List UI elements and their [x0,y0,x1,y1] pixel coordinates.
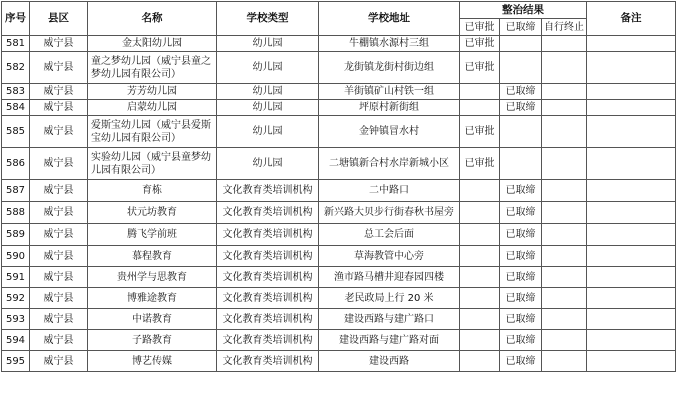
cell-remark [587,288,676,309]
cell-seq: 593 [2,309,30,330]
cell-address: 牛棚镇水源村三组 [319,36,460,52]
cell-county: 威宁县 [30,116,88,148]
header-result: 整治结果 [460,2,587,19]
table-row [2,224,676,246]
header-result-banned: 已取缔 [500,19,542,36]
cell-type: 文化教育类培训机构 [217,246,319,267]
cell-address: 老民政局上行 20 米 [319,288,460,309]
cell-self-terminated [542,116,587,148]
cell-address: 草海教管中心旁 [319,246,460,267]
cell-remark [587,180,676,202]
table-row [2,116,676,148]
cell-banned: 已取缔 [500,330,542,351]
cell-banned: 已取缔 [500,224,542,246]
header-school-type: 学校类型 [217,2,319,36]
cell-name: 金太阳幼儿园 [88,36,217,52]
cell-county: 威宁县 [30,351,88,372]
cell-name: 子路教育 [88,330,217,351]
cell-approved [460,330,500,351]
cell-seq: 592 [2,288,30,309]
cell-type: 文化教育类培训机构 [217,351,319,372]
header-county: 县区 [30,2,88,36]
cell-name: 博艺传媒 [88,351,217,372]
cell-type: 文化教育类培训机构 [217,267,319,288]
cell-address: 金钟镇冒水村 [319,116,460,148]
header-name: 名称 [88,2,217,36]
cell-self-terminated [542,100,587,116]
table-row [2,180,676,202]
cell-seq: 588 [2,202,30,224]
header-result-self-terminated: 自行终止 [542,19,587,36]
cell-name: 中诺教育 [88,309,217,330]
header-address: 学校地址 [319,2,460,36]
cell-name: 贵州学与思教育 [88,267,217,288]
table-row [2,52,676,84]
cell-remark [587,351,676,372]
cell-remark [587,148,676,180]
cell-county: 威宁县 [30,52,88,84]
cell-approved [460,180,500,202]
cell-banned: 已取缔 [500,351,542,372]
table-row [2,351,676,372]
cell-banned: 已取缔 [500,100,542,116]
table-row [2,246,676,267]
cell-approved: 已审批 [460,148,500,180]
cell-type: 文化教育类培训机构 [217,180,319,202]
header-seq: 序号 [2,2,30,36]
cell-remark [587,267,676,288]
cell-name: 启蒙幼儿园 [88,100,217,116]
table-row [2,148,676,180]
cell-county: 威宁县 [30,224,88,246]
cell-address: 二中路口 [319,180,460,202]
cell-type: 幼儿园 [217,148,319,180]
table-row [2,100,676,116]
cell-approved [460,288,500,309]
cell-remark [587,116,676,148]
cell-self-terminated [542,309,587,330]
cell-banned: 已取缔 [500,202,542,224]
governance-results-table [1,1,676,372]
cell-approved [460,267,500,288]
cell-name: 慕程教育 [88,246,217,267]
cell-name: 博雅途教育 [88,288,217,309]
cell-type: 幼儿园 [217,84,319,100]
cell-seq: 591 [2,267,30,288]
cell-type: 幼儿园 [217,100,319,116]
cell-self-terminated [542,267,587,288]
cell-self-terminated [542,36,587,52]
cell-approved [460,309,500,330]
cell-name: 育栋 [88,180,217,202]
cell-self-terminated [542,180,587,202]
cell-address: 龙街镇龙街村街边组 [319,52,460,84]
cell-seq: 586 [2,148,30,180]
cell-address: 渔市路马槽井迎春园四楼 [319,267,460,288]
cell-address: 建设西路 [319,351,460,372]
cell-approved: 已审批 [460,52,500,84]
cell-self-terminated [542,224,587,246]
cell-banned [500,116,542,148]
cell-type: 文化教育类培训机构 [217,309,319,330]
cell-county: 威宁县 [30,267,88,288]
cell-remark [587,330,676,351]
header-remark: 备注 [587,2,676,36]
cell-address: 新兴路大贝步行街春秋书屋旁 [319,202,460,224]
cell-seq: 581 [2,36,30,52]
cell-banned: 已取缔 [500,84,542,100]
cell-address: 总工会后面 [319,224,460,246]
cell-seq: 587 [2,180,30,202]
cell-approved: 已审批 [460,36,500,52]
cell-address: 二塘镇新合村水岸新城小区 [319,148,460,180]
cell-type: 文化教育类培训机构 [217,330,319,351]
cell-county: 威宁县 [30,246,88,267]
cell-address: 羊街镇矿山村铁一组 [319,84,460,100]
cell-name: 童之梦幼儿园（威宁县童之梦幼儿园有限公司） [88,52,217,84]
cell-county: 威宁县 [30,288,88,309]
cell-remark [587,100,676,116]
cell-self-terminated [542,246,587,267]
cell-self-terminated [542,330,587,351]
table-row [2,202,676,224]
header-result-approved: 已审批 [460,19,500,36]
cell-remark [587,246,676,267]
cell-banned: 已取缔 [500,267,542,288]
cell-self-terminated [542,202,587,224]
cell-county: 威宁县 [30,180,88,202]
table-row [2,330,676,351]
header-row [2,2,676,19]
table-row [2,267,676,288]
cell-self-terminated [542,84,587,100]
table-row [2,84,676,100]
cell-seq: 589 [2,224,30,246]
cell-type: 幼儿园 [217,36,319,52]
cell-name: 爱斯宝幼儿园（威宁县爱斯宝幼儿园有限公司） [88,116,217,148]
cell-approved [460,246,500,267]
cell-name: 状元坊教育 [88,202,217,224]
cell-approved: 已审批 [460,116,500,148]
cell-remark [587,309,676,330]
cell-name: 芳芳幼儿园 [88,84,217,100]
cell-remark [587,36,676,52]
table-row [2,36,676,52]
cell-banned: 已取缔 [500,288,542,309]
table-row [2,309,676,330]
cell-banned [500,36,542,52]
cell-banned [500,52,542,84]
cell-remark [587,84,676,100]
cell-county: 威宁县 [30,36,88,52]
cell-county: 威宁县 [30,84,88,100]
cell-address: 建设西路与建广路口 [319,309,460,330]
cell-name: 腾飞学前班 [88,224,217,246]
cell-type: 文化教育类培训机构 [217,224,319,246]
cell-banned: 已取缔 [500,309,542,330]
cell-county: 威宁县 [30,330,88,351]
cell-seq: 595 [2,351,30,372]
cell-self-terminated [542,288,587,309]
cell-seq: 585 [2,116,30,148]
cell-approved [460,100,500,116]
cell-type: 文化教育类培训机构 [217,202,319,224]
cell-banned: 已取缔 [500,246,542,267]
cell-seq: 584 [2,100,30,116]
cell-address: 坪原村新街组 [319,100,460,116]
cell-approved [460,351,500,372]
cell-address: 建设西路与建广路对面 [319,330,460,351]
cell-self-terminated [542,351,587,372]
cell-seq: 582 [2,52,30,84]
cell-remark [587,202,676,224]
cell-county: 威宁县 [30,100,88,116]
cell-type: 文化教育类培训机构 [217,288,319,309]
cell-seq: 583 [2,84,30,100]
cell-seq: 594 [2,330,30,351]
cell-seq: 590 [2,246,30,267]
cell-county: 威宁县 [30,148,88,180]
cell-remark [587,52,676,84]
cell-approved [460,224,500,246]
cell-banned [500,148,542,180]
cell-name: 实验幼儿园（威宁县童梦幼儿园有限公司） [88,148,217,180]
cell-approved [460,84,500,100]
cell-self-terminated [542,148,587,180]
cell-approved [460,202,500,224]
cell-county: 威宁县 [30,309,88,330]
cell-county: 威宁县 [30,202,88,224]
cell-self-terminated [542,52,587,84]
cell-type: 幼儿园 [217,116,319,148]
cell-banned: 已取缔 [500,180,542,202]
cell-type: 幼儿园 [217,52,319,84]
table-row [2,288,676,309]
cell-remark [587,224,676,246]
